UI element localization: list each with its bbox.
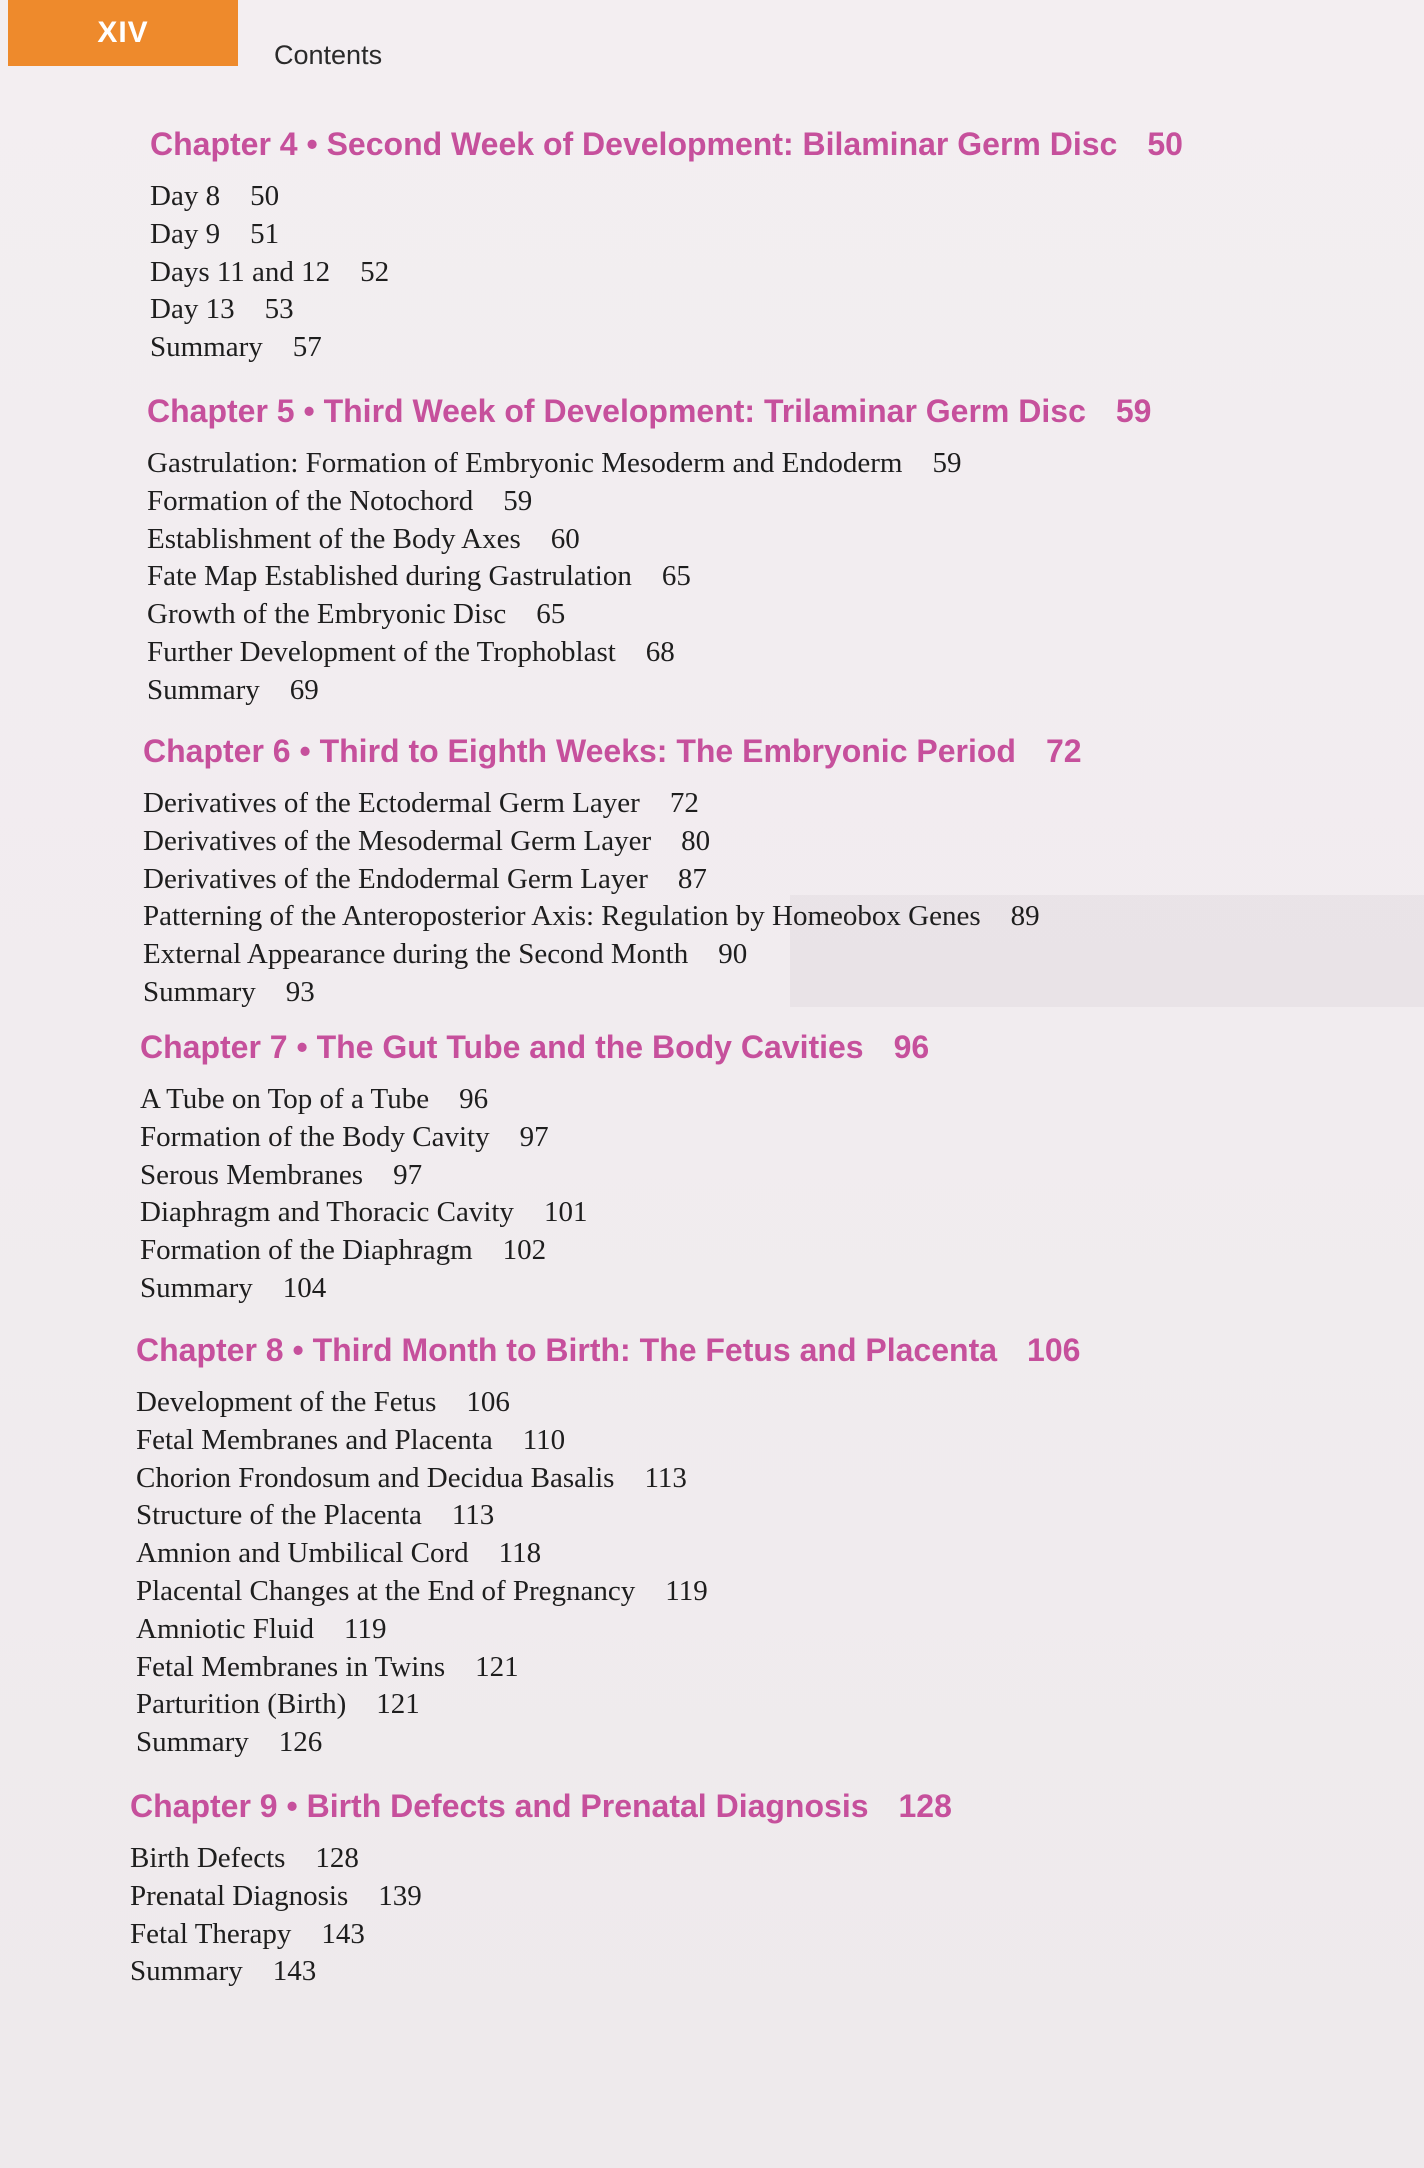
chapter-page-number: 106: [1027, 1332, 1081, 1368]
toc-entry-page: 139: [378, 1879, 422, 1912]
chapter-section: [140, 1027, 929, 1308]
toc-entry-title: Growth of the Embryonic Disc: [147, 598, 507, 631]
toc-entry-title: Day 8: [150, 180, 221, 212]
toc-entry[interactable]: [136, 1611, 1080, 1649]
toc-entry[interactable]: [147, 596, 1151, 634]
toc-entry[interactable]: [130, 1878, 952, 1916]
chapter-title: Chapter 8 • Third Month to Birth: The Fetus and Placenta: [136, 1332, 998, 1368]
toc-entry-title: Formation of the Diaphragm: [140, 1234, 473, 1267]
toc-entry[interactable]: [136, 1422, 1080, 1460]
toc-entry-page: 60: [550, 522, 580, 555]
toc-entry[interactable]: [147, 483, 1151, 521]
chapter-heading[interactable]: [130, 1786, 952, 1826]
toc-entry-page: 69: [289, 673, 319, 706]
toc-entry-title: Fetal Therapy: [130, 1917, 292, 1950]
toc-entry-page: 65: [536, 598, 566, 631]
toc-entry[interactable]: [136, 1384, 1080, 1422]
toc-entry-title: Birth Defects: [130, 1842, 286, 1874]
toc-entry-page: 121: [376, 1688, 420, 1721]
toc-entry-page: 143: [321, 1917, 365, 1950]
toc-entry-title: Amnion and Umbilical Cord: [136, 1537, 469, 1570]
toc-entry[interactable]: [140, 1232, 929, 1270]
toc-entry[interactable]: [140, 1194, 929, 1232]
chapter-page-number: 96: [893, 1029, 930, 1065]
toc-entry-title: Derivatives of the Mesodermal Germ Layer: [143, 824, 652, 857]
toc-entry-title: Summary: [130, 1955, 243, 1988]
toc-entry-page: 128: [315, 1842, 359, 1874]
toc-entry[interactable]: [143, 861, 1082, 899]
chapter-section: [130, 1786, 952, 1991]
toc-entry-page: 89: [1010, 900, 1040, 933]
toc-entry-page: 87: [677, 862, 707, 895]
toc-entry-page: 110: [522, 1423, 566, 1456]
toc-entry-page: 68: [645, 635, 675, 668]
toc-entry-page: 59: [932, 447, 962, 479]
toc-entry-title: Amniotic Fluid: [136, 1612, 315, 1645]
toc-entry[interactable]: [143, 936, 1082, 974]
toc-entry[interactable]: [130, 1953, 952, 1991]
toc-entry-title: Gastrulation: Formation of Embryonic Mesoderm and Endoderm: [147, 447, 903, 479]
toc-entry-title: Summary: [143, 975, 256, 1008]
toc-entry-page: 119: [665, 1574, 708, 1607]
toc-entry-page: 90: [718, 938, 748, 971]
toc-entry[interactable]: [143, 898, 1082, 936]
toc-entry-title: Derivatives of the Endodermal Germ Layer: [143, 862, 648, 895]
toc-entry-title: Summary: [136, 1726, 249, 1759]
toc-entry[interactable]: [136, 1460, 1080, 1498]
toc-entry-title: Placental Changes at the End of Pregnancy: [136, 1574, 636, 1607]
toc-entry[interactable]: [136, 1724, 1080, 1762]
toc-entry[interactable]: [136, 1497, 1080, 1535]
toc-entry-page: 52: [360, 255, 390, 288]
toc-entry-page: 113: [644, 1461, 687, 1494]
toc-entry-page: 118: [498, 1537, 542, 1570]
toc-entry[interactable]: [150, 178, 1183, 216]
toc-entry-page: 113: [451, 1499, 495, 1532]
toc-entry-title: Day 13: [150, 293, 235, 326]
toc-entry-title: External Appearance during the Second Month: [143, 938, 689, 971]
toc-entry-title: Summary: [147, 673, 260, 706]
running-head: Contents: [274, 40, 383, 70]
toc-entry-title: Derivatives of the Ectodermal Germ Layer: [143, 787, 640, 819]
toc-entry[interactable]: [147, 558, 1151, 596]
toc-entry-title: Summary: [150, 331, 263, 364]
toc-entry-page: 97: [393, 1158, 423, 1191]
toc-entry-title: Serous Membranes: [140, 1158, 364, 1191]
toc-entry[interactable]: [143, 785, 1082, 823]
toc-entry-page: 80: [681, 824, 711, 857]
toc-entry-title: Further Development of the Trophoblast: [147, 635, 616, 668]
toc-entry[interactable]: [147, 445, 1151, 483]
toc-entry-title: Development of the Fetus: [136, 1386, 437, 1418]
toc-entry[interactable]: [140, 1270, 929, 1308]
chapter-page-number: 59: [1115, 393, 1152, 429]
toc-entry-page: 121: [475, 1650, 519, 1683]
toc-entry-title: Formation of the Body Cavity: [140, 1120, 490, 1153]
toc-entry[interactable]: [130, 1916, 952, 1954]
toc-entry-title: Patterning of the Anteroposterior Axis: Regulation by Homeobox Genes: [143, 900, 981, 933]
toc-entry[interactable]: [150, 254, 1183, 292]
chapter-heading[interactable]: [136, 1330, 1080, 1370]
toc-entry[interactable]: [143, 974, 1082, 1012]
toc-entry-title: Prenatal Diagnosis: [130, 1879, 349, 1912]
toc-entry[interactable]: [140, 1157, 929, 1195]
chapter-title: Chapter 7 • The Gut Tube and the Body Cavities: [140, 1029, 864, 1065]
chapter-page-number: 128: [898, 1788, 952, 1824]
chapter-section: [143, 731, 1082, 1012]
toc-entry-title: Summary: [140, 1271, 253, 1304]
chapter-title: Chapter 9 • Birth Defects and Prenatal Diagnosis: [130, 1788, 869, 1824]
toc-entry-page: 57: [292, 331, 322, 364]
toc-entry[interactable]: [140, 1081, 929, 1119]
toc-entry-page: 97: [519, 1120, 549, 1153]
toc-entry-page: 51: [250, 217, 280, 250]
chapter-section: [147, 391, 1151, 710]
toc-entry-page: 72: [669, 787, 699, 819]
chapter-heading[interactable]: [143, 731, 1082, 771]
toc-entry-title: Structure of the Placenta: [136, 1499, 422, 1532]
toc-entry[interactable]: [147, 672, 1151, 710]
toc-entry[interactable]: [140, 1119, 929, 1157]
toc-entry[interactable]: [147, 521, 1151, 559]
chapter-heading[interactable]: [147, 391, 1151, 431]
toc-entry-page: 101: [543, 1196, 588, 1229]
toc-entry-title: Diaphragm and Thoracic Cavity: [140, 1196, 514, 1229]
toc-entry-title: Parturition (Birth): [136, 1688, 347, 1721]
toc-entry-page: 93: [285, 975, 315, 1008]
toc-entry[interactable]: [136, 1535, 1080, 1573]
toc-entry[interactable]: [136, 1649, 1080, 1687]
toc-entry-title: Days 11 and 12: [150, 255, 331, 288]
toc-entry-page: 126: [278, 1726, 323, 1759]
chapter-heading[interactable]: [150, 124, 1183, 164]
toc-entry[interactable]: [147, 634, 1151, 672]
toc-entry-page: 50: [250, 180, 280, 212]
toc-entry-page: 119: [344, 1612, 387, 1645]
toc-entry-page: 96: [459, 1083, 489, 1115]
chapter-heading[interactable]: [140, 1027, 929, 1067]
toc-entry-page: 106: [466, 1386, 510, 1418]
toc-entry-page: 143: [272, 1955, 317, 1988]
toc-entry[interactable]: [150, 329, 1183, 367]
toc-entry-page: 53: [264, 293, 294, 326]
toc-entry[interactable]: [150, 291, 1183, 329]
chapter-page-number: 50: [1147, 126, 1183, 162]
toc-entry-page: 104: [282, 1271, 327, 1304]
toc-entry-title: Establishment of the Body Axes: [147, 522, 521, 555]
toc-entry[interactable]: [143, 823, 1082, 861]
toc-entry-title: Day 9: [150, 217, 221, 250]
toc-entry-title: Fate Map Established during Gastrulation: [147, 560, 632, 593]
toc-entry[interactable]: [136, 1686, 1080, 1724]
chapter-title: Chapter 6 • Third to Eighth Weeks: The Embryonic Period: [143, 733, 1016, 769]
toc-entry-title: Fetal Membranes and Placenta: [136, 1423, 493, 1456]
chapter-section: [136, 1330, 1080, 1762]
toc-entry-title: A Tube on Top of a Tube: [140, 1083, 430, 1115]
toc-entry[interactable]: [150, 216, 1183, 254]
toc-entry[interactable]: [136, 1573, 1080, 1611]
toc-entry-title: Fetal Membranes in Twins: [136, 1650, 446, 1683]
toc-entry-page: 102: [502, 1234, 547, 1267]
chapter-page-number: 72: [1045, 733, 1082, 769]
toc-entry-page: 59: [503, 484, 533, 517]
toc-entry[interactable]: [130, 1840, 952, 1878]
toc-entry-title: Formation of the Notochord: [147, 484, 474, 517]
toc-entry-title: Chorion Frondosum and Decidua Basalis: [136, 1461, 615, 1494]
page-number: XIV: [97, 16, 149, 49]
chapter-title: Chapter 5 • Third Week of Development: Trilaminar Germ Disc: [147, 393, 1086, 429]
chapter-section: [150, 124, 1183, 367]
toc-entry-page: 65: [661, 560, 691, 593]
page-number-tab: [8, 0, 238, 66]
chapter-title: Chapter 4 • Second Week of Development: Bilaminar Germ Disc: [150, 126, 1118, 162]
